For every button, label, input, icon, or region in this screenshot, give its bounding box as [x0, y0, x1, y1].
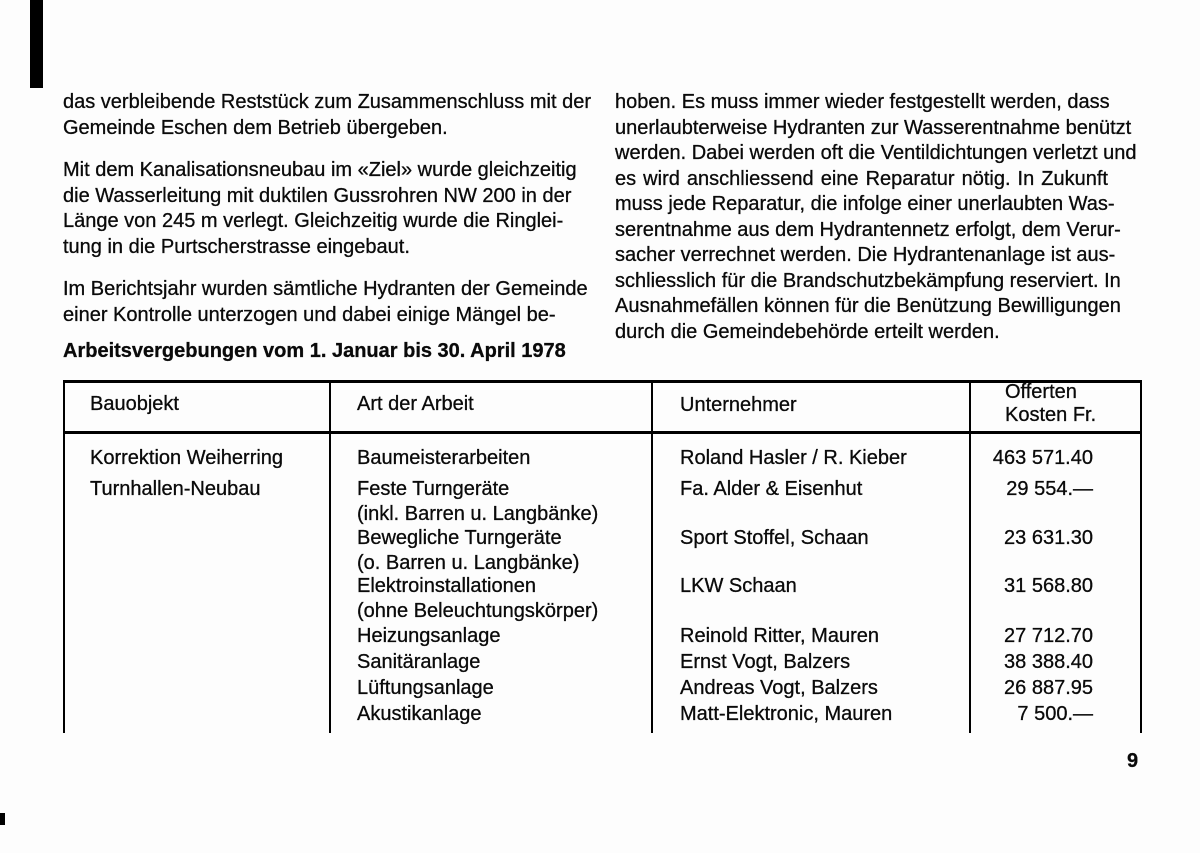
- text-column-right: [615, 90, 1137, 345]
- scan-binding-mark: [30, 0, 43, 88]
- text-line: Länge von 245 m verlegt. Gleichzeitig wurde die Ringlei-: [63, 210, 564, 232]
- cell-unternehmer: Sport Stoffel, Schaan: [680, 527, 869, 549]
- cell-art-line1: Lüftungsanlage: [357, 677, 494, 699]
- cell-unternehmer: Andreas Vogt, Balzers: [680, 677, 878, 699]
- cell-kosten: 26 887.95: [1004, 677, 1093, 699]
- column-header-offerten-line1: Offerten: [1005, 381, 1077, 403]
- text-line: durch die Gemeindebehörde erteilt werden.: [615, 320, 1000, 343]
- cell-unternehmer: Fa. Alder & Eisenhut: [680, 478, 863, 500]
- cell-unternehmer: Roland Hasler / R. Kieber: [680, 447, 907, 469]
- text-line: tung in die Purtscherstrasse eingebaut.: [63, 235, 410, 258]
- text-line: Gemeinde Eschen dem Betrieb übergeben.: [63, 116, 448, 139]
- table-row: [63, 527, 1143, 579]
- text-line: hoben. Es muss immer wieder festgestellt werden, dass: [615, 91, 1110, 113]
- text-line: Mit dem Kanalisationsneubau im «Ziel» wurde gleichzeitig: [63, 159, 577, 181]
- table-row: [63, 575, 1143, 627]
- text-line: unerlaubterweise Hydranten zur Wasserentnahme benützt: [615, 116, 1132, 139]
- cell-kosten: 27 712.70: [1004, 625, 1093, 647]
- paragraph: [63, 277, 588, 328]
- column-header-art-der-arbeit: Art der Arbeit: [357, 393, 474, 415]
- column-header-offerten-kosten: [1005, 381, 1096, 427]
- cell-art-line1: Elektroinstallationen: [357, 575, 536, 597]
- cell-unternehmer: Reinold Ritter, Mauren: [680, 625, 879, 647]
- text-line: das verbleibende Reststück zum Zusammenschluss mit der: [63, 91, 591, 113]
- table-row: [63, 703, 1143, 755]
- cell-unternehmer: Ernst Vogt, Balzers: [680, 651, 851, 673]
- text-column-left: [63, 90, 591, 328]
- text-line: es wird anschliessend eine Reparatur nötig. In Zukunft: [615, 167, 1108, 190]
- cell-art-line1: Feste Turngeräte: [357, 478, 510, 500]
- table-row: [63, 478, 1143, 530]
- cell-kosten: 38 388.40: [1004, 651, 1093, 673]
- text-line: muss jede Reparatur, die infolge einer unerlaubten Was-: [615, 193, 1115, 215]
- cell-art-line1: Akustikanlage: [357, 703, 482, 725]
- cell-kosten: 463 571.40: [992, 447, 1093, 469]
- table-header-border: [63, 431, 1142, 434]
- cell-art-line1: Sanitäranlage: [357, 651, 481, 673]
- cell-art-line1: Bewegliche Turngeräte: [357, 527, 562, 549]
- cell-unternehmer: LKW Schaan: [680, 575, 797, 597]
- cell-art-line2: (ohne Beleuchtungskörper): [357, 600, 599, 622]
- cell-art-line2: (inkl. Barren u. Langbänke): [357, 503, 599, 525]
- column-header-unternehmer: Unternehmer: [680, 394, 797, 416]
- column-header-offerten-line2: Kosten Fr.: [1005, 404, 1097, 426]
- cell-kosten: 29 554.—: [1006, 478, 1093, 500]
- text-line: Im Berichtsjahr wurden sämtliche Hydranten der Gemeinde: [63, 278, 588, 300]
- text-line: sacher verrechnet werden. Die Hydrantenanlage ist aus-: [615, 244, 1116, 266]
- cell-art-line1: Heizungsanlage: [357, 625, 501, 647]
- section-title: Arbeitsvergebungen vom 1. Januar bis 30. April 1978: [63, 340, 566, 362]
- table-top-border: [63, 380, 1142, 383]
- text-line: einer Kontrolle unterzogen und dabei einige Mängel be-: [63, 303, 556, 326]
- paragraph: [615, 90, 1137, 345]
- cell-art-line2: (o. Barren u. Langbänke): [357, 552, 580, 574]
- cell-bauobjekt: Turnhallen-Neubau: [90, 478, 261, 500]
- text-line: die Wasserleitung mit duktilen Gussrohren NW 200 in der: [63, 184, 572, 207]
- scan-edge-tick: [0, 813, 5, 825]
- cell-unternehmer: Matt-Elektronic, Mauren: [680, 703, 893, 725]
- page-number: 9: [1127, 750, 1139, 772]
- cell-bauobjekt: Korrektion Weiherring: [90, 447, 284, 469]
- column-header-bauobjekt: Bauobjekt: [90, 393, 179, 415]
- text-line: schliesslich für die Brandschutzbekämpfung reserviert. In: [615, 269, 1121, 292]
- paragraph: [63, 158, 577, 260]
- text-line: serentnahme aus dem Hydrantennetz erfolgt, dem Verur-: [615, 218, 1121, 241]
- text-line: werden. Dabei werden oft die Ventildichtungen verletzt und: [615, 142, 1137, 164]
- cell-kosten: 31 568.80: [1004, 575, 1093, 597]
- cell-kosten: 7 500.—: [1017, 703, 1093, 725]
- cell-kosten: 23 631.30: [1004, 527, 1093, 549]
- text-line: Ausnahmefällen können für die Benützung Bewilligungen: [615, 295, 1121, 317]
- paragraph: [63, 90, 591, 141]
- cell-art-line1: Baumeisterarbeiten: [357, 447, 531, 469]
